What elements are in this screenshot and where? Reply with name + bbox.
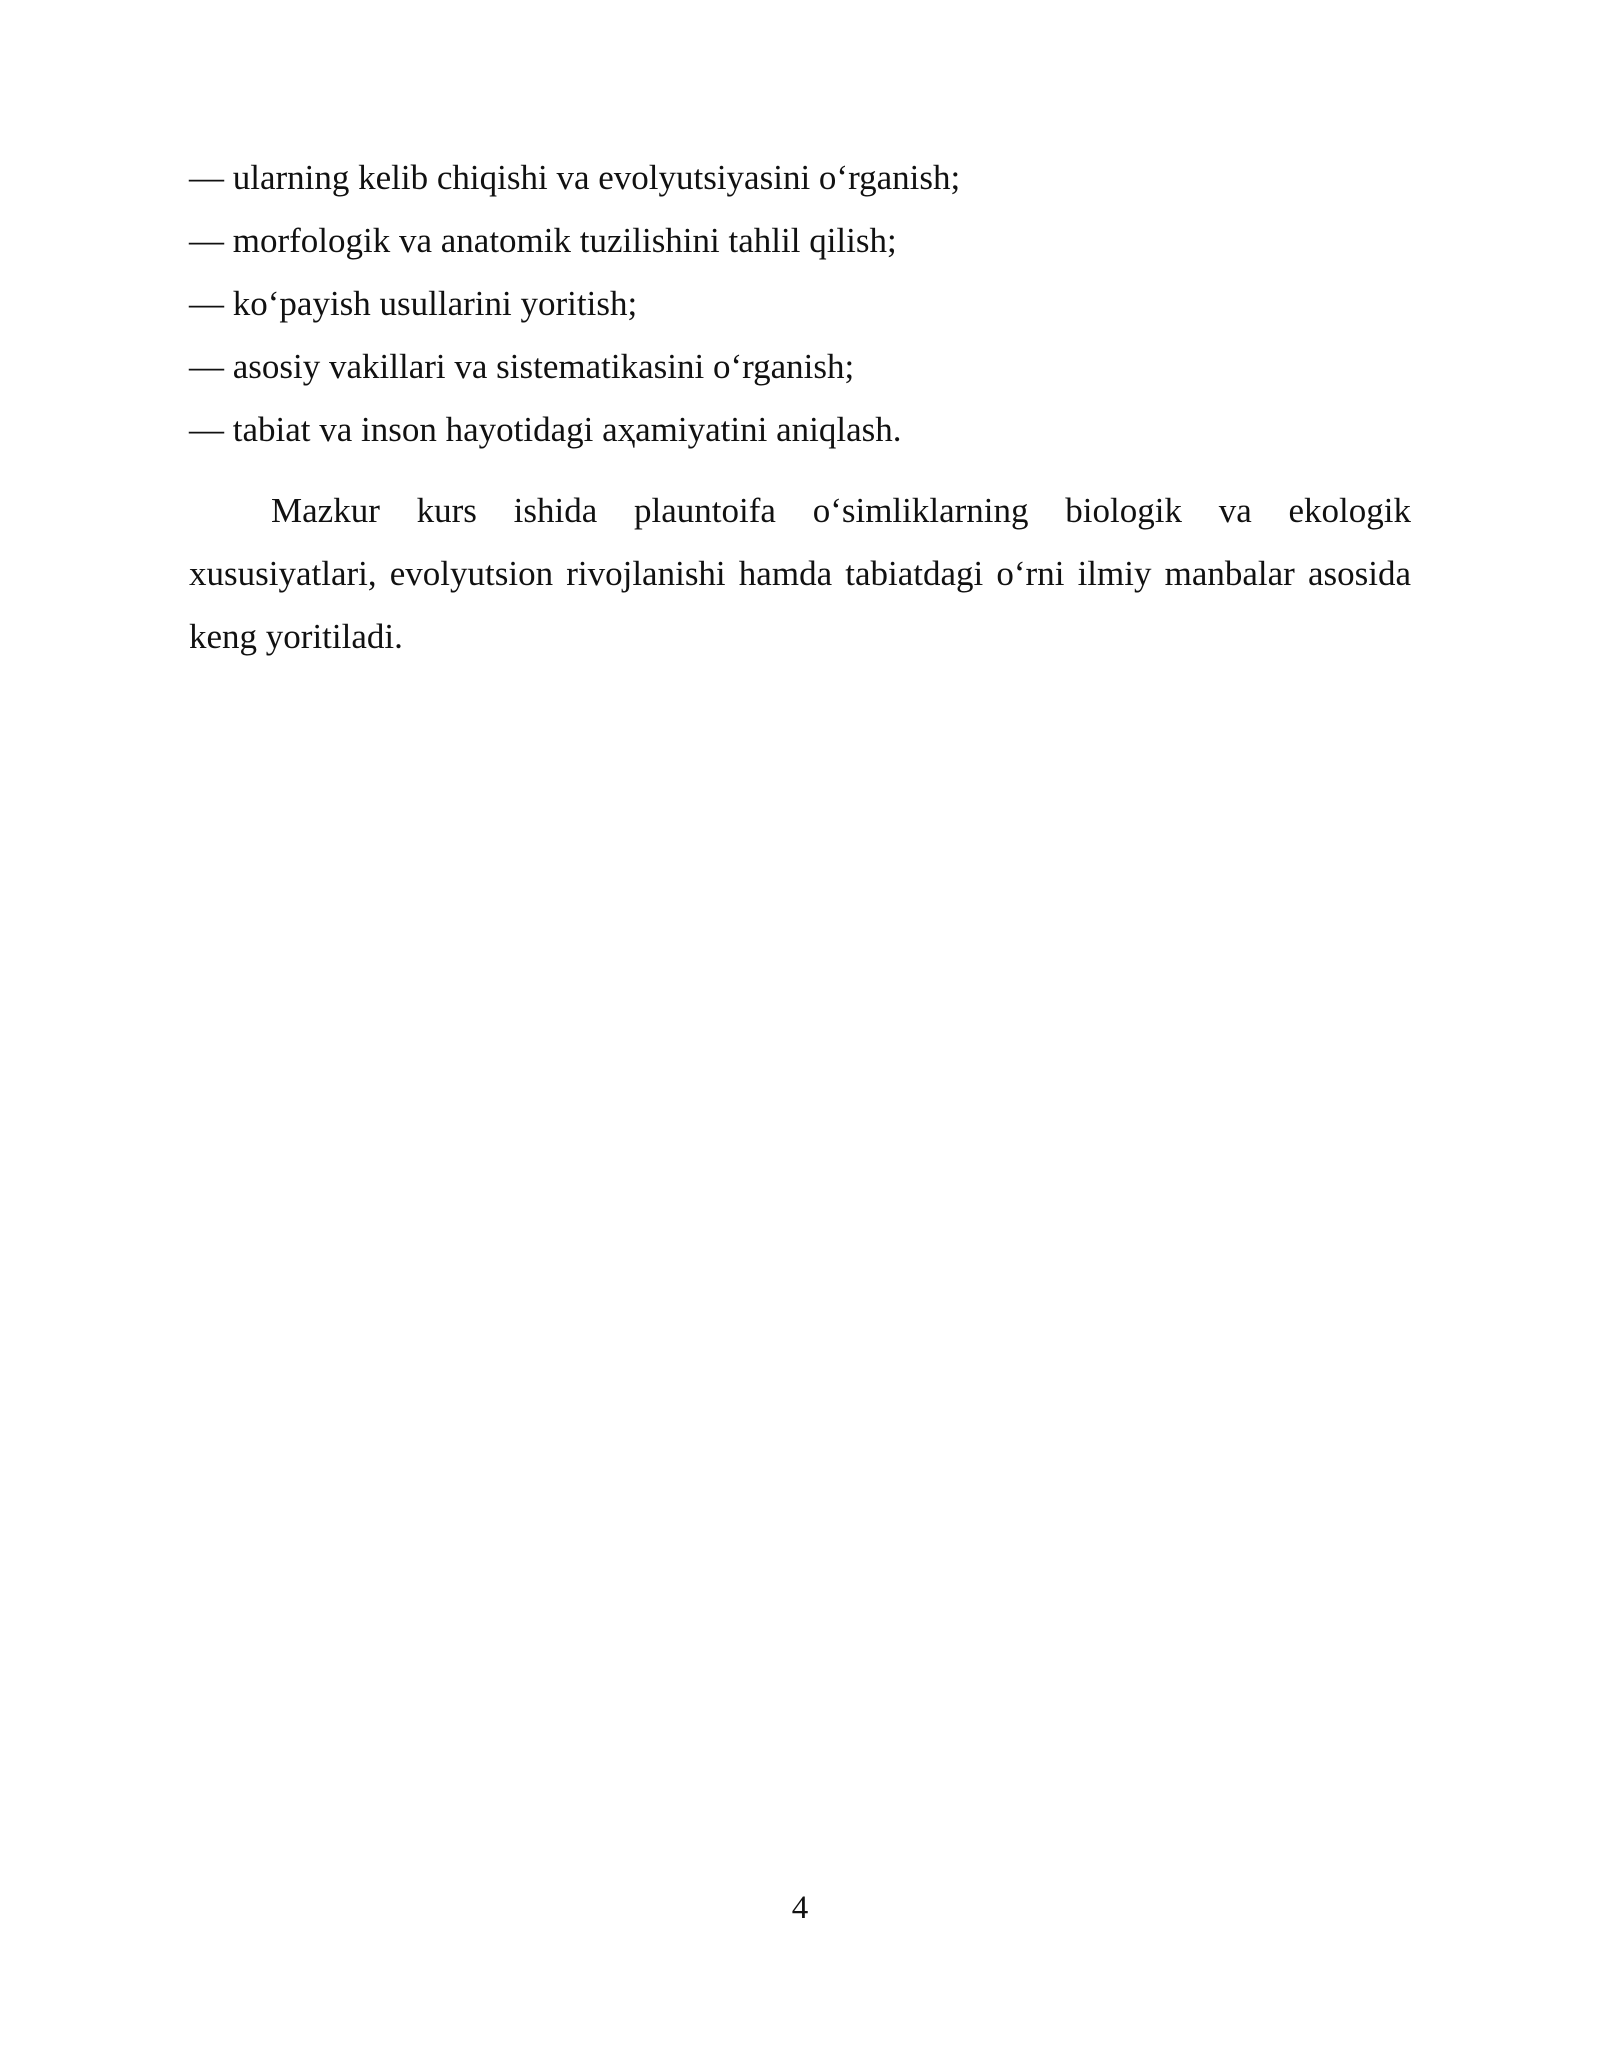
body-paragraph: Mazkur kurs ishida plauntoifa o‘simliklarning biologik va ekologik xususiyatlari, evolyutsion rivojlanishi hamda tabiatdagi o‘rni ilmiy manbalar asosida keng yoritiladi. bbox=[189, 491, 1411, 656]
list-item: — morfologik va anatomik tuzilishini tahlil qilish; bbox=[189, 221, 897, 260]
list-item: — tabiat va inson hayotidagi aҳamiyatini aniqlash. bbox=[189, 410, 902, 449]
list-item: — asosiy vakillari va sistematikasini o‘rganish; bbox=[189, 347, 855, 386]
dash-list bbox=[189, 146, 1411, 461]
list-item: — ko‘payish usullarini yoritish; bbox=[189, 284, 638, 323]
list-item: — ularning kelib chiqishi va evolyutsiyasini o‘rganish; bbox=[189, 158, 961, 197]
page-content bbox=[189, 146, 1411, 668]
page-number: 4 bbox=[791, 1890, 809, 1926]
